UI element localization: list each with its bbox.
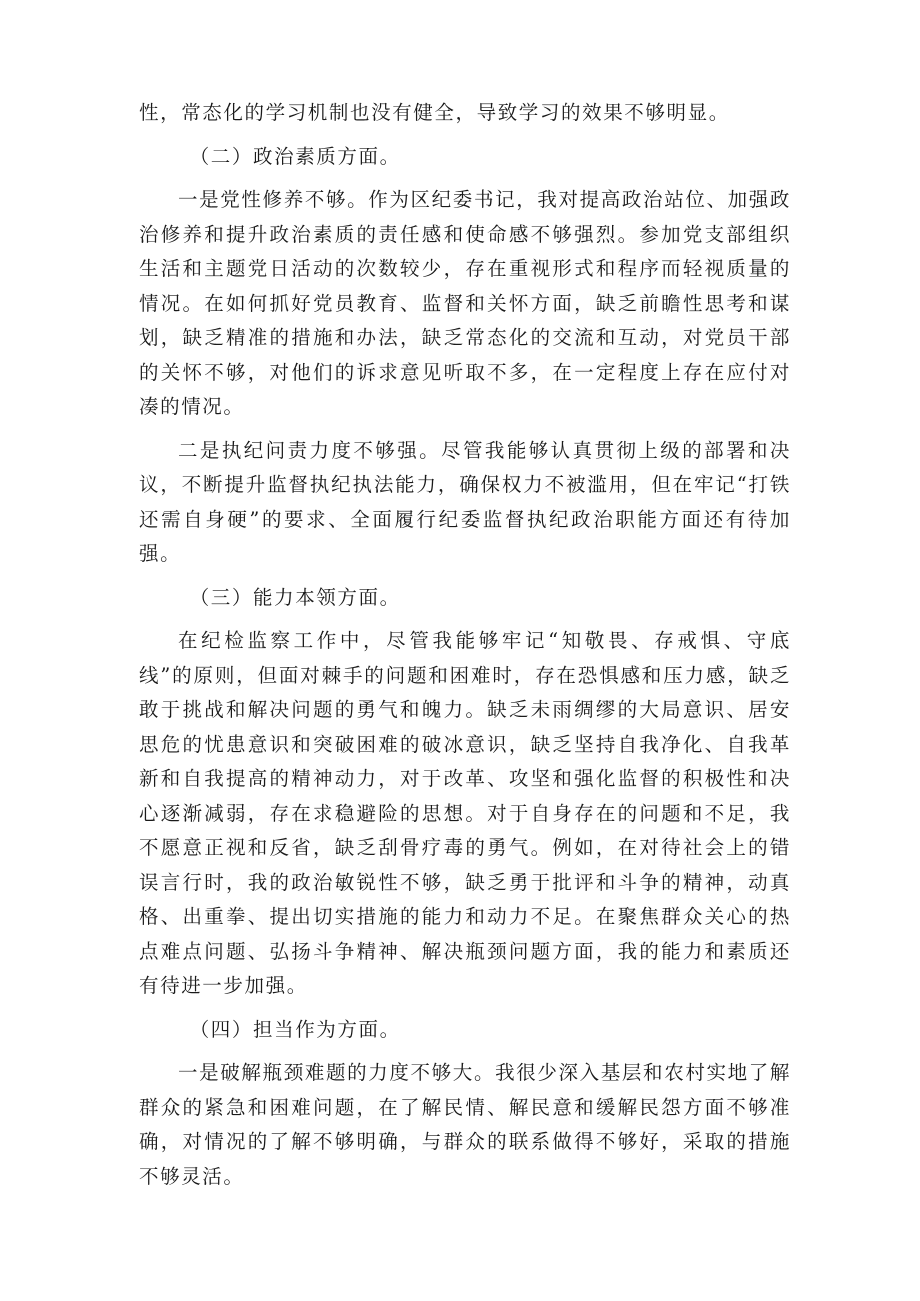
section-heading-ability: （三）能力本领方面。 (189, 585, 401, 609)
paragraph-party-spirit: 一是党性修养不够。作为区纪委书记，我对提高政治站位、加强政治修养和提升政治素质的责任感和使命感不够强烈。参加党支部组织生活和主题党日活动的次数较少，存在重视形式和程序而轻视质量的情况。在如何抓好党员教育、监督和关怀方面，缺乏前瞻性思考和谋划，缺乏精准的措施和办法，缺乏常态化的交流和互动，对党员干部的关怀不够，对他们的诉求意见听取不多，在一定程度上存在应付对凑的情况。 (139, 188, 791, 418)
paragraph-ability: 在纪检监察工作中，尽管我能够牢记“知敬畏、存戒惧、守底线”的原则，但面对棘手的问题和困难时，存在恐惧感和压力感，缺乏敢于挑战和解决问题的勇气和魄力。缺乏未雨绸缪的大局意识、居安思危的忧患意识和突破困难的破冰意识，缺乏坚持自我净化、自我革新和自我提高的精神动力，对于改革、攻坚和强化监督的积极性和决心逐渐减弱，存在求稳避险的思想。对于自身存在的问题和不足，我不愿意正视和反省，缺乏刮骨疗毒的勇气。例如，在对待社会上的错误言行时，我的政治敏锐性不够，缺乏勇于批评和斗争的精神，动真格、出重拳、提出切实措施的能力和动力不足。在聚焦群众关心的热点难点问题、弘扬斗争精神、解决瓶颈问题方面，我的能力和素质还有待进一步加强。 (139, 629, 791, 997)
paragraph-continuation: 性，常态化的学习机制也没有健全，导致学习的效果不够明显。 (139, 101, 730, 124)
paragraph-discipline-accountability: 二是执纪问责力度不够强。尽管我能够认真贯彻上级的部署和决议，不断提升监督执纪执法能力，确保权力不被滥用，但在牢记“打铁还需自身硬”的要求、全面履行纪委监督执纪政治职能方面还有待加强。 (139, 438, 791, 565)
paragraph-bottleneck: 一是破解瓶颈难题的力度不够大。我很少深入基层和农村实地了解群众的紧急和困难问题，在了解民情、解民意和缓解民怨方面不够准确，对情况的了解不够明确，与群众的联系做得不够好，采取的措施不够灵活。 (139, 1061, 791, 1188)
section-heading-responsibility: （四）担当作为方面。 (189, 1017, 401, 1041)
document-body (139, 96, 791, 1203)
section-heading-political-quality: （二）政治素质方面。 (189, 144, 401, 168)
